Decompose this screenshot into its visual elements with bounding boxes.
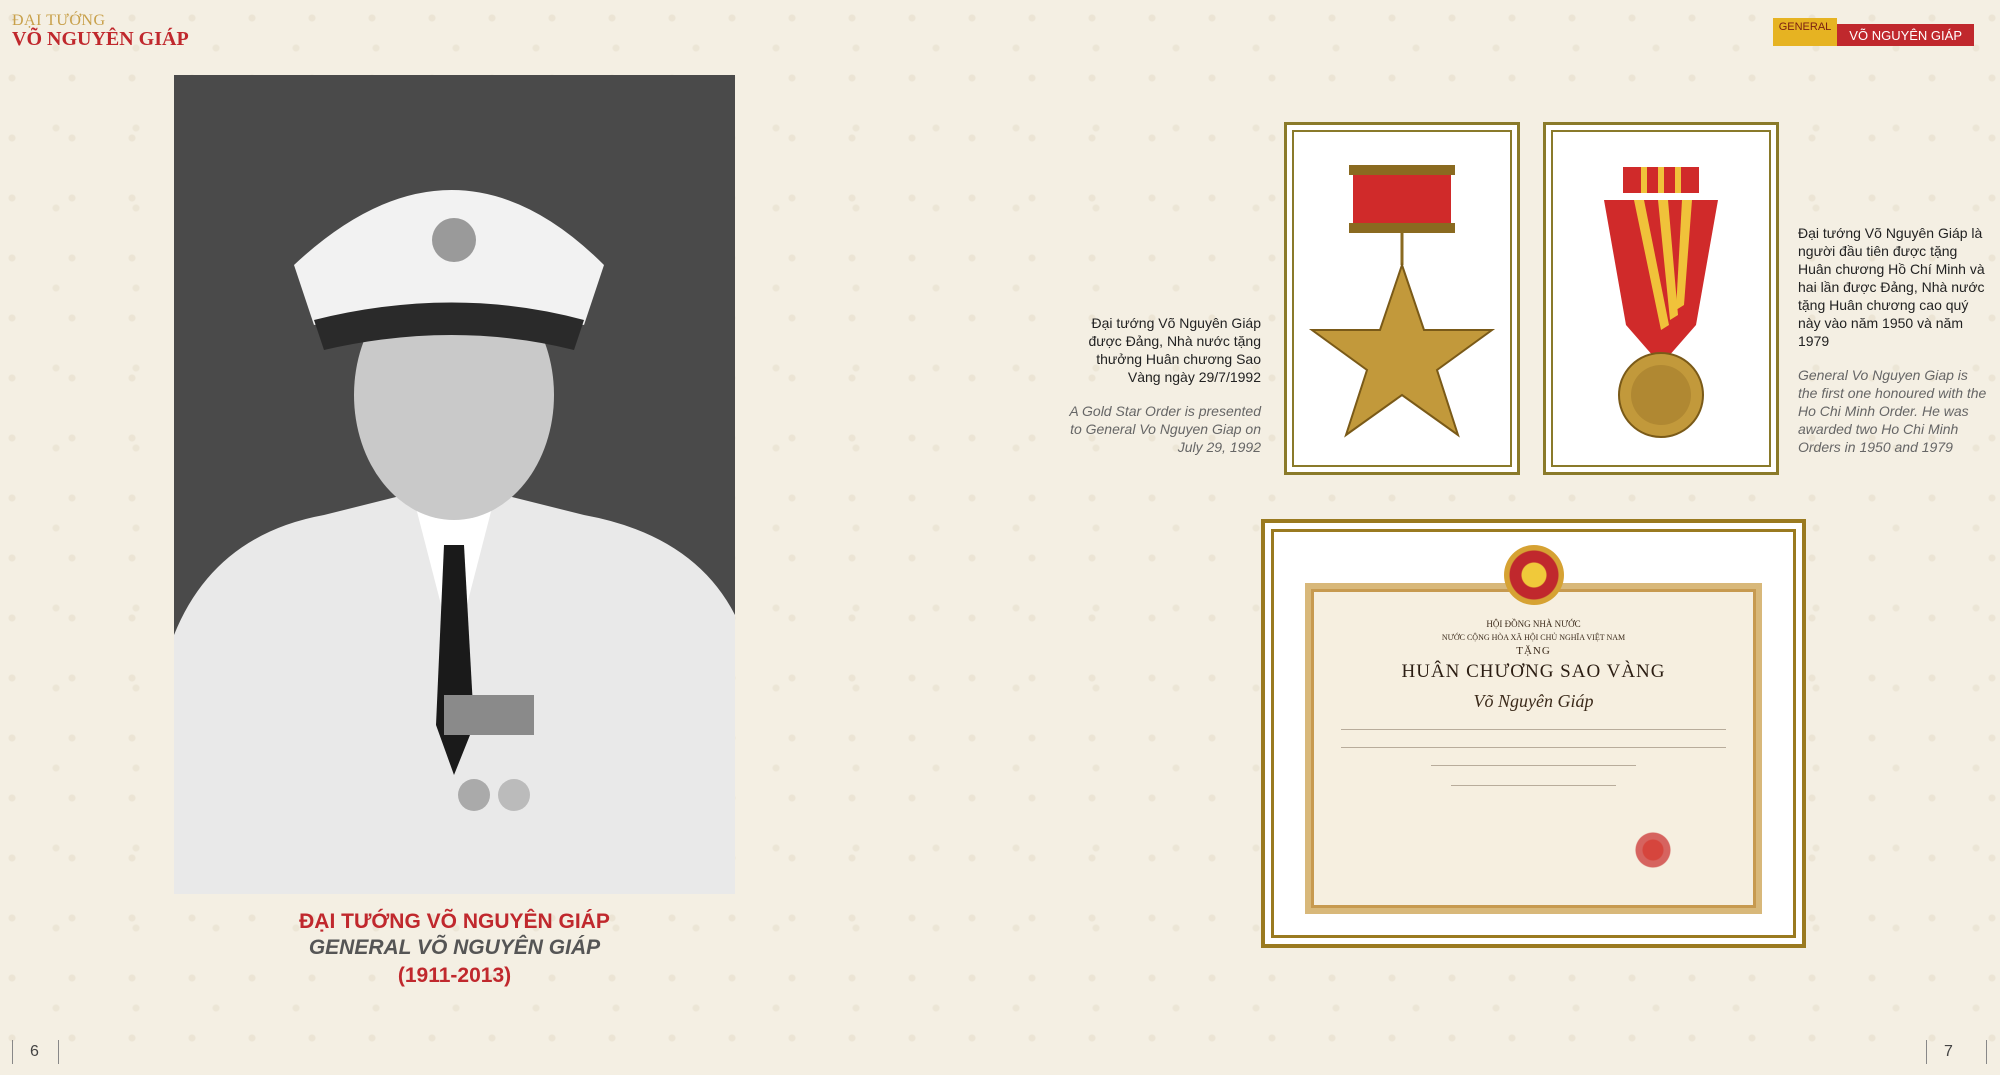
page-marker: [1986, 1040, 1987, 1064]
portrait-caption: [174, 910, 735, 988]
logo-line1: ĐẠI TƯỚNG: [12, 12, 106, 29]
red-seal-icon: [1635, 832, 1671, 868]
national-emblem-icon: [1504, 545, 1564, 605]
caption-vietnamese: ĐẠI TƯỚNG VÕ NGUYÊN GIÁP: [299, 910, 610, 933]
gold-star-caption: [1061, 314, 1261, 456]
logo: [12, 12, 189, 51]
gold-star-caption-en: A Gold Star Order is presented to General Vo Nguyen Giap on July 29, 1992: [1069, 403, 1261, 455]
tag-name: VÕ NGUYÊN GIÁP: [1837, 24, 1974, 46]
ho-chi-minh-order-photo: [1543, 122, 1779, 475]
handwriting-line: [1451, 785, 1616, 786]
certificate-line2: NƯỚC CỘNG HÒA XÃ HỘI CHỦ NGHĨA VIỆT NAM: [1441, 633, 1626, 642]
tag-general: GENERAL: [1773, 18, 1838, 46]
ho-chi-minh-order-caption: [1798, 224, 1988, 456]
certificate-line1: HỘI ĐỒNG NHÀ NƯỚC: [1486, 619, 1581, 629]
gold-star-medal-photo: [1284, 122, 1520, 475]
handwriting-line: [1341, 747, 1726, 748]
gold-star-caption-vi: Đại tướng Võ Nguyên Giáp được Đảng, Nhà nước tặng thưởng Huân chương Sao Vàng ngày 29/7/1992: [1088, 315, 1261, 385]
portrait-photo: [174, 75, 735, 894]
page-marker: [1926, 1040, 1927, 1064]
hcm-order-caption-en: General Vo Nguyen Giap is the first one honoured with the Ho Chi Minh Order. He was awarded two Ho Chi Minh Orders in 1950 and 1979: [1798, 367, 1987, 455]
page-number-right: 7: [1944, 1043, 1953, 1060]
page-marker: [58, 1040, 59, 1064]
certificate-title: HUÂN CHƯƠNG SAO VÀNG: [1401, 661, 1666, 682]
handwriting-line: [1431, 765, 1636, 766]
handwriting-line: [1341, 729, 1726, 730]
page-number-left: 6: [30, 1043, 39, 1060]
certificate-photo: [1261, 519, 1806, 948]
certificate-recipient: Võ Nguyên Giáp: [1473, 691, 1594, 711]
caption-years: (1911-2013): [397, 964, 512, 987]
certificate-line3: TẶNG: [1516, 645, 1551, 657]
certificate-body: [1305, 583, 1762, 914]
caption-english: GENERAL VÕ NGUYÊN GIÁP: [308, 936, 601, 959]
logo-line2: VÕ NGUYÊN GIÁP: [12, 28, 189, 50]
hcm-order-caption-vi: Đại tướng Võ Nguyên Giáp là người đầu tiên được tặng Huân chương Hồ Chí Minh và hai lần được Đảng, Nhà nước tặng Huân chương cao quý này vào năm 1950 và năm 1979: [1798, 225, 1985, 349]
page-marker: [12, 1040, 13, 1064]
section-tag: [1773, 18, 1974, 46]
